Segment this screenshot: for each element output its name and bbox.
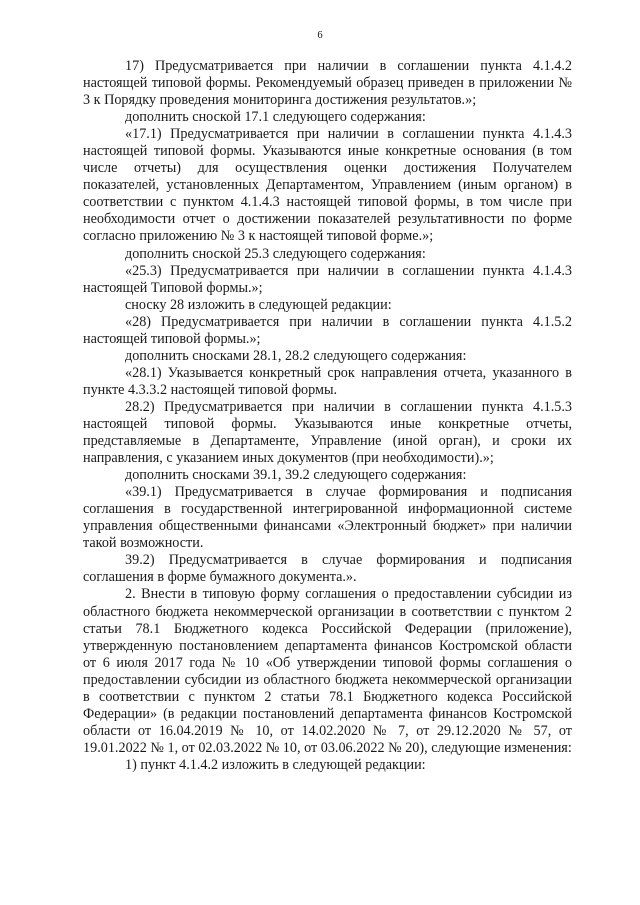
- paragraph-footnote-17-1: «17.1) Предусматривается при наличии в соглашении пункта 4.1.4.3 настоящей типовой формы. Указываются иные конкретные основания (в том числе отчеты) для осуществления оценки достижения Получателем показателей, установленных Департаментом, Управлением (иным органом) в соответствии с пунктом 4.1.4.3 настоящей типовой формы, в том числе при необходимости отчет о достижении показателей результативности по форме согласно приложению № 3 к настоящей типовой форме.»;: [83, 126, 572, 245]
- paragraph-item-2: 2. Внести в типовую форму соглашения о предоставлении субсидии из областного бюджета некоммерческой организации в соответствии с пунктом 2 статьи 78.1 Бюджетного кодекса Российской Федерации (приложение), утвержденную постановлением департамента финансов Костромской области от 6 июля 2017 года № 10 «Об утверждении типовой формы соглашения о предоставлении субсидии из областного бюджета некоммерческой организации в соответствии с пунктом 2 статьи 78.1 Бюджетного кодекса Российской Федерации» (в редакции постановлений департамента финансов Костромской области от 16.04.2019 № 10, от 14.02.2020 № 7, от 29.12.2020 № 57, от 19.01.2022 № 1, от 02.03.2022 № 10, от 03.06.2022 № 20), следующие изменения:: [83, 586, 572, 756]
- paragraph-add-footnote-25-3: дополнить сноской 25.3 следующего содержания:: [125, 245, 426, 262]
- paragraph-footnote-25-3: «25.3) Предусматривается при наличии в соглашении пункта 4.1.4.3 настоящей Типовой формы.»;: [83, 262, 572, 296]
- paragraph-add-footnotes-39: дополнить сносками 39.1, 39.2 следующего содержания:: [125, 467, 467, 484]
- paragraph-footnote-17: 17) Предусматривается при наличии в соглашении пункта 4.1.4.2 настоящей типовой формы. Рекомендуемый образец приведен в приложении № 3 к Порядку проведения мониторинга достижения результатов.»;: [83, 58, 572, 109]
- paragraph-footnote-39-2: 39.2) Предусматривается в случае формирования и подписания соглашения в форме бумажного документа.».: [83, 552, 572, 586]
- paragraph-footnote-28-2: 28.2) Предусматривается при наличии в соглашении пункта 4.1.5.3 настоящей типовой формы. Указываются иные конкретные отчеты, представляемые в Департаменте, Управление (иной орган), и сроки их направления, с указанием иных документов (при необходимости).»;: [83, 398, 572, 467]
- paragraph-add-footnotes-28: дополнить сносками 28.1, 28.2 следующего содержания:: [125, 347, 467, 364]
- document-body: [83, 58, 572, 774]
- paragraph-footnote-28-heading: сноску 28 изложить в следующей редакции:: [125, 296, 392, 313]
- page-number: 6: [317, 30, 323, 41]
- paragraph-footnote-39-1: «39.1) Предусматривается в случае формирования и подписания соглашения в государственной интегрированной информационной системе управления общественными финансами «Электронный бюджет» при наличии такой возможности.: [83, 484, 572, 552]
- paragraph-add-footnote-17-1: дополнить сноской 17.1 следующего содержания:: [125, 109, 426, 126]
- paragraph-footnote-28: «28) Предусматривается при наличии в соглашении пункта 4.1.5.2 настоящей типовой формы.»;: [83, 313, 572, 347]
- paragraph-footnote-28-1: «28.1) Указывается конкретный срок направления отчета, указанного в пункте 4.3.3.2 настоящей типовой формы.: [83, 364, 572, 398]
- paragraph-subitem-1: 1) пункт 4.1.4.2 изложить в следующей редакции:: [125, 756, 426, 773]
